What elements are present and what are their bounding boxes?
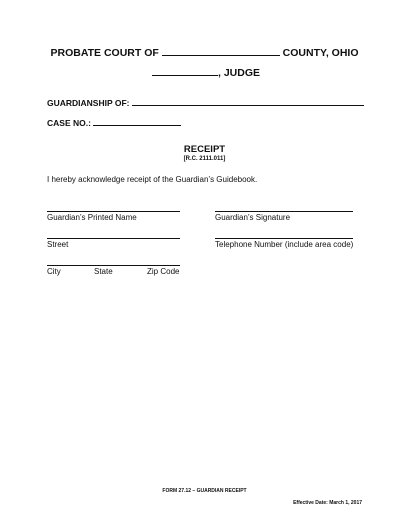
street-line[interactable]	[47, 238, 180, 239]
zip-label: Zip Code	[147, 267, 180, 276]
printed-name-label: Guardian’s Printed Name	[47, 213, 137, 222]
telephone-label: Telephone Number (include area code)	[215, 240, 354, 249]
signature-label: Guardian’s Signature	[215, 213, 291, 222]
court-heading	[0, 46, 409, 59]
judge-suffix: , JUDGE	[218, 67, 261, 79]
case-no-row	[47, 117, 181, 128]
printed-name-line[interactable]	[47, 211, 180, 212]
judge-blank[interactable]	[152, 66, 218, 76]
case-no-label: CASE NO.:	[47, 118, 91, 128]
city-label: City	[47, 267, 61, 276]
receipt-citation: [R.C. 2111.011]	[183, 156, 226, 162]
judge-heading	[152, 66, 260, 79]
effective-date: Effective Date: March 1, 2017	[293, 500, 362, 506]
guardianship-of-blank[interactable]	[132, 97, 364, 106]
guardianship-of-label: GUARDIANSHIP OF:	[47, 98, 130, 108]
state-label: State	[94, 267, 113, 276]
court-prefix: PROBATE COURT OF	[50, 47, 159, 59]
telephone-line[interactable]	[215, 238, 353, 239]
signature-line[interactable]	[215, 211, 353, 212]
county-blank[interactable]	[162, 46, 280, 56]
form-label: FORM 27.12 – GUARDIAN RECEIPT	[162, 488, 247, 494]
case-no-blank[interactable]	[93, 117, 181, 126]
receipt-statement: I hereby acknowledge receipt of the Guardian’s Guidebook.	[47, 175, 258, 184]
city-state-zip-line[interactable]	[47, 265, 180, 266]
guardianship-of-row	[47, 97, 364, 108]
street-label: Street	[47, 240, 69, 249]
receipt-title: RECEIPT	[183, 144, 226, 155]
court-suffix: COUNTY, OHIO	[282, 47, 359, 59]
